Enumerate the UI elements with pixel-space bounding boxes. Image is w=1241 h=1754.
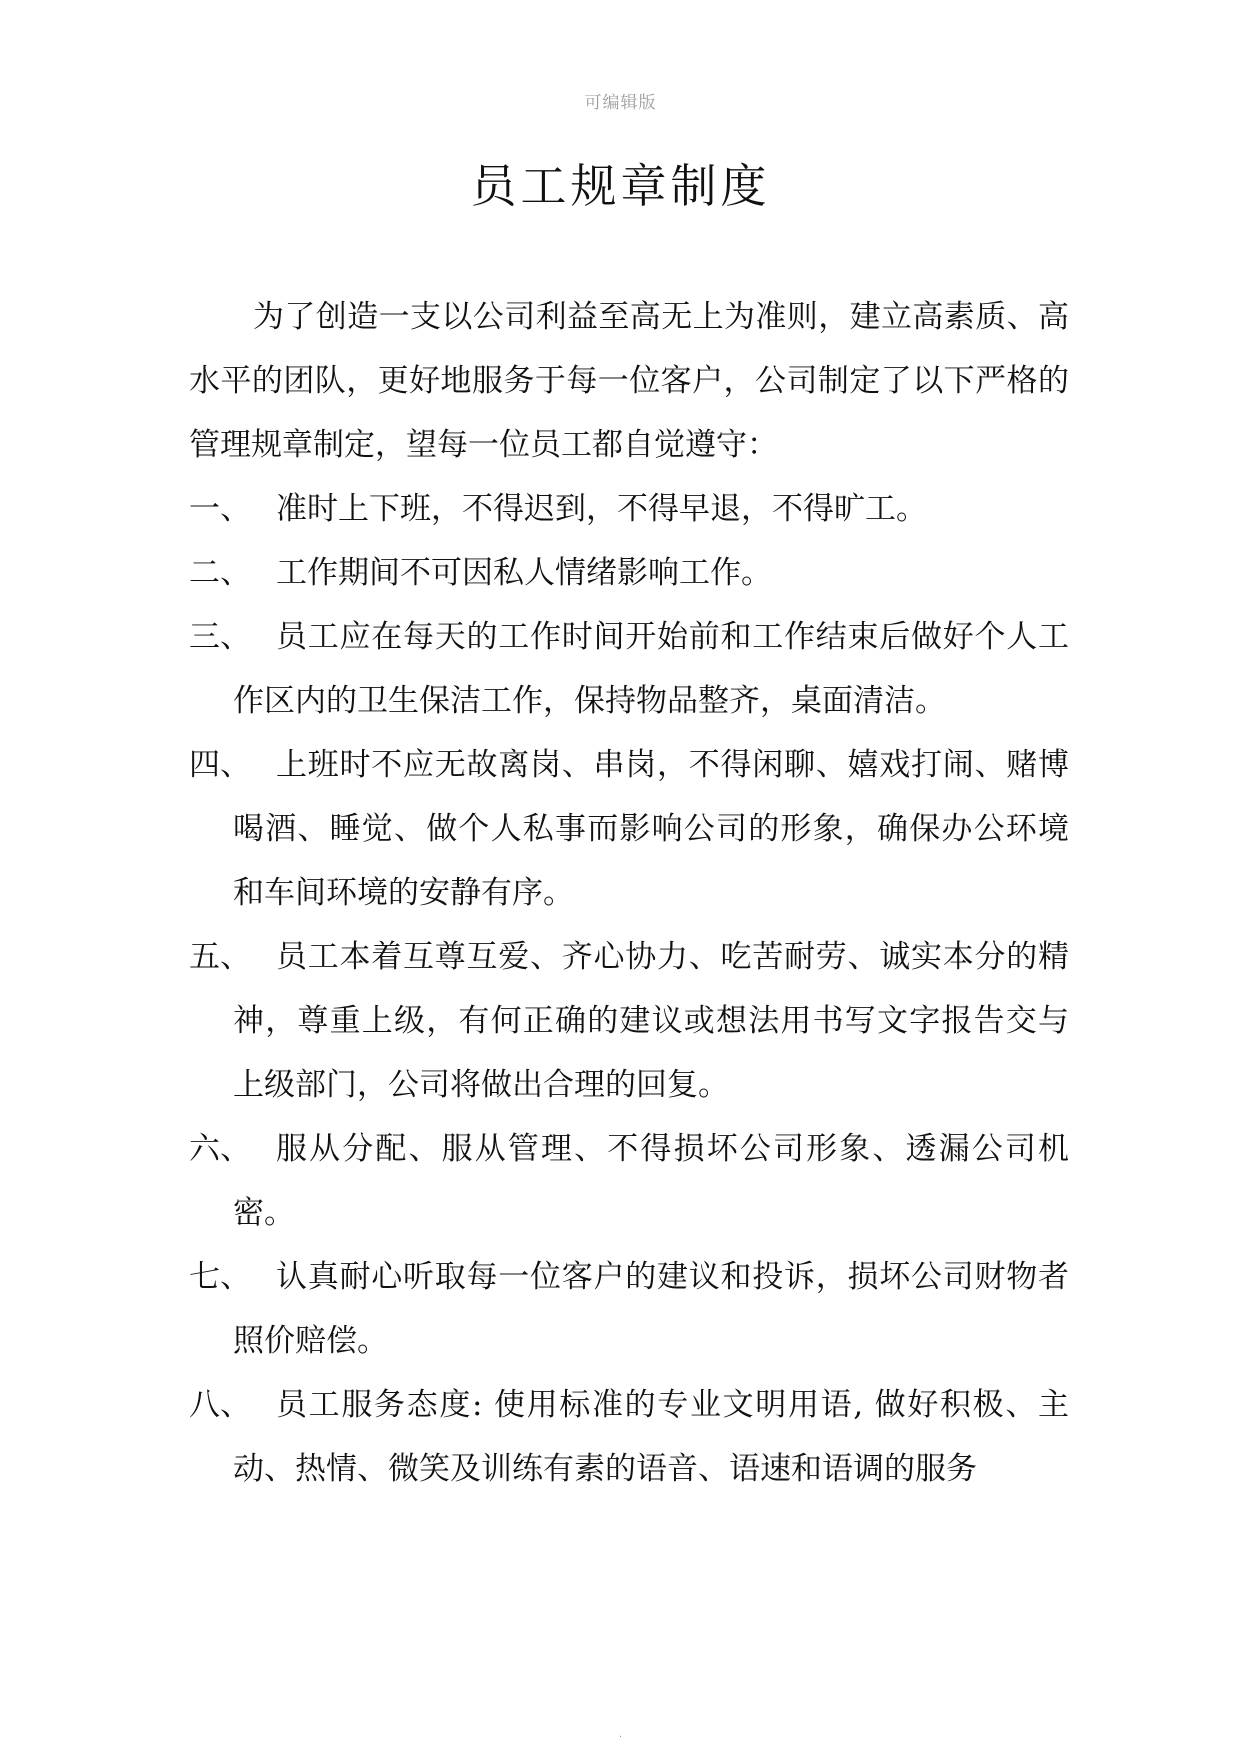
rule-text: 上班时不应无故离岗、串岗，不得闲聊、嬉戏打闹、赌博喝酒、睡觉、做个人私事而影响公司的形象，确保办公环境和车间环境的安静有序。 [233,747,1069,911]
rule-text: 认真耐心听取每一位客户的建议和投诉，损坏公司财物者照价赔偿。 [233,1259,1069,1359]
rule-text: 服从分配、服从管理、不得损坏公司形象、透漏公司机密。 [233,1131,1069,1231]
rule-text: 准时上下班，不得迟到，不得早退，不得旷工。 [276,491,927,527]
rule-item-1 [189,477,1069,541]
rule-text: 员工应在每天的工作时间开始前和工作结束后做好个人工作区内的卫生保洁工作，保持物品整齐，桌面清洁。 [233,619,1069,719]
rule-number: 三、 [189,619,251,655]
rule-item-8 [189,1373,1069,1501]
intro-paragraph: 为了创造一支以公司利益至高无上为准则，建立高素质、高水平的团队，更好地服务于每一位客户，公司制定了以下严格的管理规章制定，望每一位员工都自觉遵守： [189,299,1069,463]
rule-number: 八、 [189,1387,251,1423]
rule-number: 五、 [189,939,251,975]
rule-number: 二、 [189,555,251,591]
rule-item-2 [189,541,1069,605]
rule-number: 四、 [189,747,251,783]
header-note: 可编辑版 [584,93,657,113]
rule-item-4 [189,733,1069,925]
rule-number: 六、 [189,1131,251,1167]
rule-number: 七、 [189,1259,251,1295]
rule-text: 员工本着互尊互爱、齐心协力、吃苦耐劳、诚实本分的精神，尊重上级，有何正确的建议或想法用书写文字报告交与上级部门，公司将做出合理的回复。 [233,939,1069,1103]
rule-text: 工作期间不可因私人情绪影响工作。 [276,555,772,591]
rule-item-6 [189,1117,1069,1245]
document-body [189,285,1069,1501]
rule-number: 一、 [189,491,251,527]
rule-item-7 [189,1245,1069,1373]
rule-item-3 [189,605,1069,733]
document-title: 员工规章制度 [470,159,771,213]
rule-text: 员工服务态度: 使用标准的专业文明用语, 做好积极、主动、热情、微笑及训练有素的语音、语速和语调的服务 [233,1387,1069,1487]
rule-item-5 [189,925,1069,1117]
footer-mark: . [618,1729,623,1740]
